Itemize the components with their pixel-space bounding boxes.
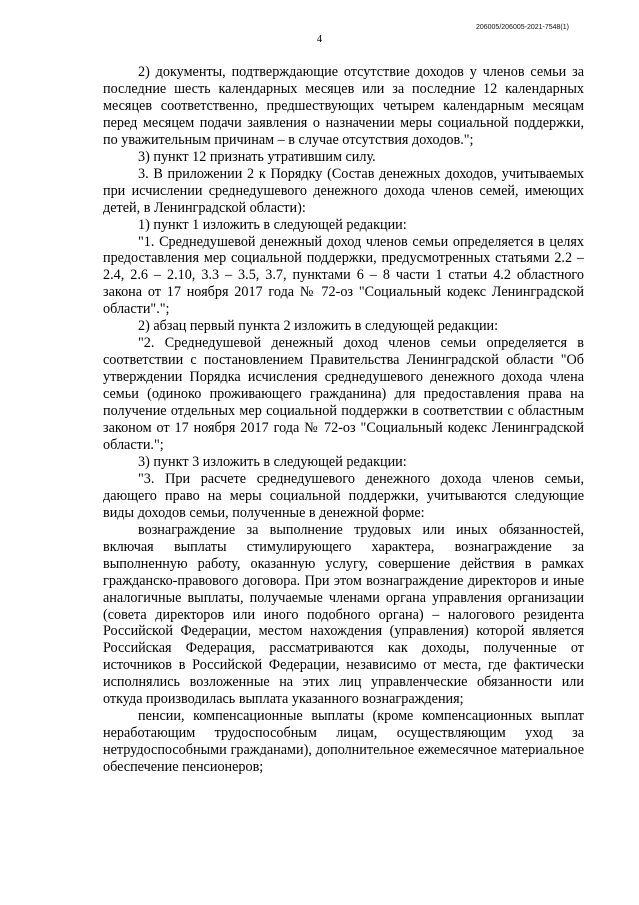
paragraph: 3) пункт 3 изложить в следующей редакции: bbox=[138, 453, 407, 470]
paragraph: "1. Среднедушевой денежный доход членов семьи определяется в целях предоставления мер социальной поддержки, предусмотренных статьями 2.2 – 2.4, 2.6 – 2.10, 3.3 – 3.5, 3.7, пунктами 6 – 8 части 1 статьи 4.2 областного закона от 17 ноября 2017 года № 72-оз "Социальный кодекс Ленинградской области"."; bbox=[103, 233, 584, 318]
document-body bbox=[103, 64, 584, 776]
paragraph: 2) документы, подтверждающие отсутствие доходов у членов семьи за последние шесть календарных месяцев или за последние 12 календарных месяцев соответственно, предшествующих четырем календарным месяцам перед месяцем подачи заявления о назначении меры социальной поддержки, по уважительным причинам – в случае отсутствия доходов."; bbox=[103, 64, 584, 148]
page-number: 4 bbox=[316, 34, 323, 45]
paragraph: 3. В приложении 2 к Порядку (Состав денежных доходов, учитываемых при исчислении среднедушевого денежного дохода членов семей, имеющих детей, в Ленинградской области): bbox=[103, 165, 584, 216]
paragraph: пенсии, компенсационные выплаты (кроме компенсационных выплат неработающим трудоспособным лицам, осуществляющим уход за нетрудоспособными гражданами), дополнительное ежемесячное материальное обеспечение пенсионеров; bbox=[103, 708, 584, 776]
document-id: 206005/206005-2021-7548(1) bbox=[475, 24, 569, 31]
paragraph: "3. При расчете среднедушевого денежного дохода членов семьи, дающего право на меры социальной поддержки, учитываются следующие виды доходов семьи, полученные в денежной форме: bbox=[103, 470, 584, 521]
paragraph: вознаграждение за выполнение трудовых или иных обязанностей, включая выплаты стимулирующего характера, вознаграждение за выполненную работу, оказанную услугу, совершение действия в рамках гражданско-правового договора. При этом вознаграждение директоров и иные аналогичные выплаты, получаемые членами органа управления организации (совета директоров или иного подобного органа) – налогового резидента Российской Федерации, местом нахождения (управления) которой является Российская Федерация, рассматриваются как доходы, полученные от источников в Российской Федерации, независимо от места, где фактически исполнялись возложенные на этих лиц управленческие обязанности или откуда производилась выплата указанного вознаграждения; bbox=[103, 521, 584, 708]
paragraph: 3) пункт 12 признать утратившим силу. bbox=[138, 148, 376, 165]
paragraph: 2) абзац первый пункта 2 изложить в следующей редакции: bbox=[138, 318, 499, 335]
paragraph: 1) пункт 1 изложить в следующей редакции: bbox=[138, 216, 407, 233]
paragraph: "2. Среднедушевой денежный доход членов семьи определяется в соответствии с постановлением Правительства Ленинградской области "Об утверждении Порядка исчисления среднедушевого денежного дохода члена семьи (одиноко проживающего гражданина) для предоставления права на получение отдельных мер социальной поддержки в соответствии с областным законом от 17 ноября 2017 года № 72-оз "Социальный кодекс Ленинградской области."; bbox=[103, 335, 584, 453]
